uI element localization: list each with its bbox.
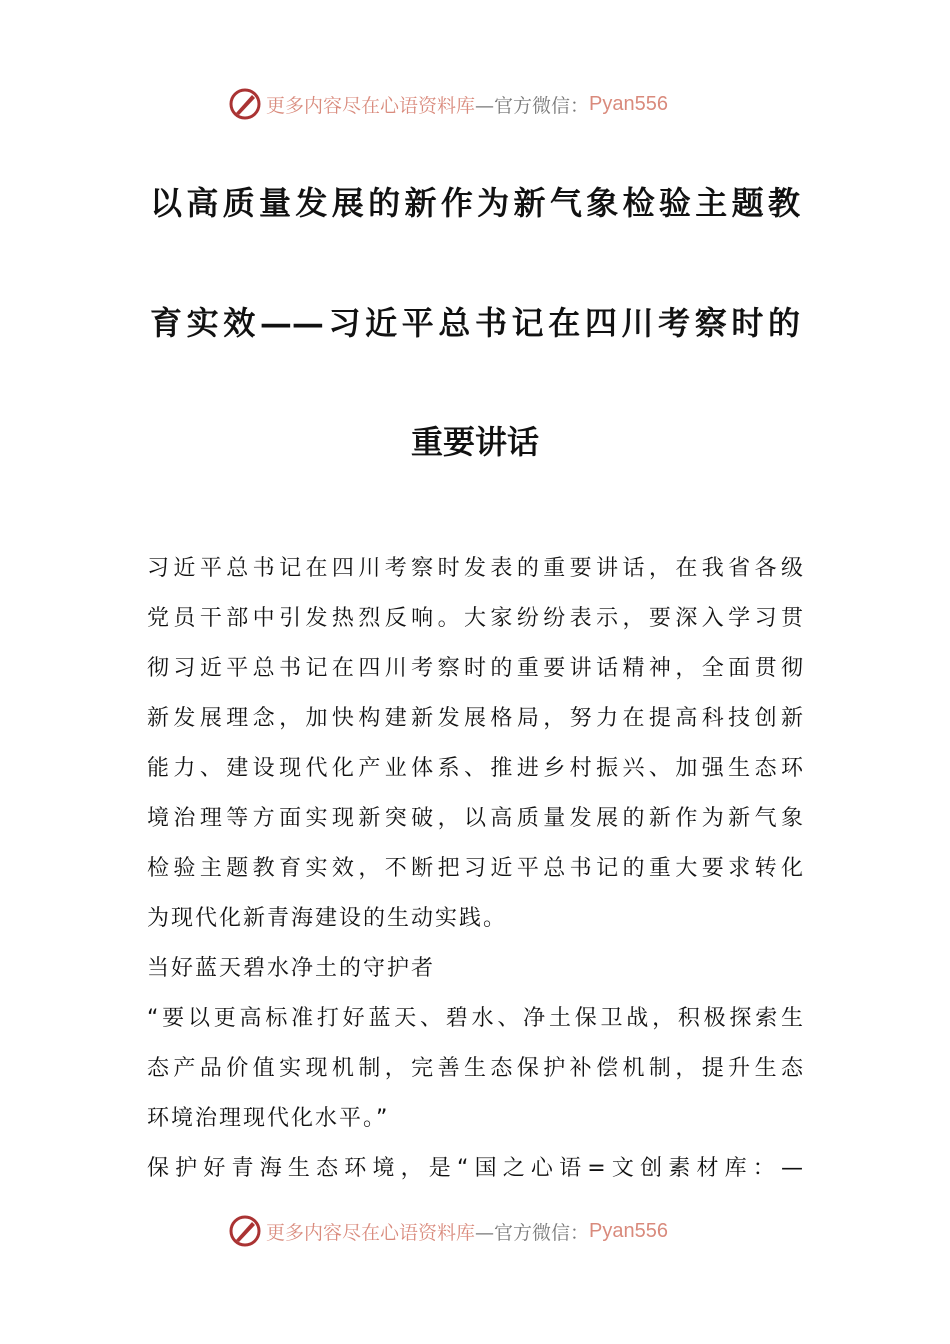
body-line: 当好蓝天碧水净土的守护者 — [147, 956, 436, 981]
title-line-1: 以高质量发展的新作为新气象检验主题教 — [150, 184, 800, 222]
watermark-wechat-id: Pyan556 — [589, 1219, 668, 1242]
pen-logo-icon — [228, 87, 262, 121]
title-line-2: 育实效——习近平总书记在四川考察时的 — [150, 304, 800, 342]
body-line: 能力、建设现代化产业体系、推进乡村振兴、加强生态环 — [147, 756, 805, 781]
body-line: 环境治理现代化水平。” — [147, 1106, 390, 1131]
header-watermark — [228, 84, 728, 124]
watermark-wechat-label: —官方微信： — [475, 1221, 590, 1244]
body-line: 态产品价值实现机制，完善生态保护补偿机制，提升生态 — [147, 1056, 805, 1081]
footer-watermark — [228, 1211, 728, 1251]
watermark-wechat-id: Pyan556 — [589, 92, 668, 115]
body-line: “要以更高标准打好蓝天、碧水、净土保卫战，积极探索生 — [147, 1006, 805, 1031]
watermark-wechat-label: —官方微信： — [475, 94, 590, 117]
body-line: 彻习近平总书记在四川考察时的重要讲话精神，全面贯彻 — [147, 656, 805, 681]
body-line: 境治理等方面实现新突破，以高质量发展的新作为新气象 — [147, 806, 805, 831]
body-line: 习近平总书记在四川考察时发表的重要讲话，在我省各级 — [147, 556, 805, 581]
body-line: 检验主题教育实效，不断把习近平总书记的重大要求转化 — [147, 856, 805, 881]
body-line: 新发展理念，加快构建新发展格局，努力在提高科技创新 — [147, 706, 805, 731]
body-line: 党员干部中引发热烈反响。大家纷纷表示，要深入学习贯 — [147, 606, 805, 631]
pen-logo-icon — [228, 1214, 262, 1248]
body-line: 保护好青海生态环境，是“国之心语=文创素材库：— — [147, 1156, 805, 1181]
title-line-3: 重要讲话 — [410, 423, 539, 461]
body-line: 为现代化新青海建设的生动实践。 — [147, 906, 508, 931]
watermark-text: 更多内容尽在心语资料库 — [266, 94, 476, 117]
body-text — [147, 548, 805, 1198]
watermark-text: 更多内容尽在心语资料库 — [266, 1221, 476, 1244]
